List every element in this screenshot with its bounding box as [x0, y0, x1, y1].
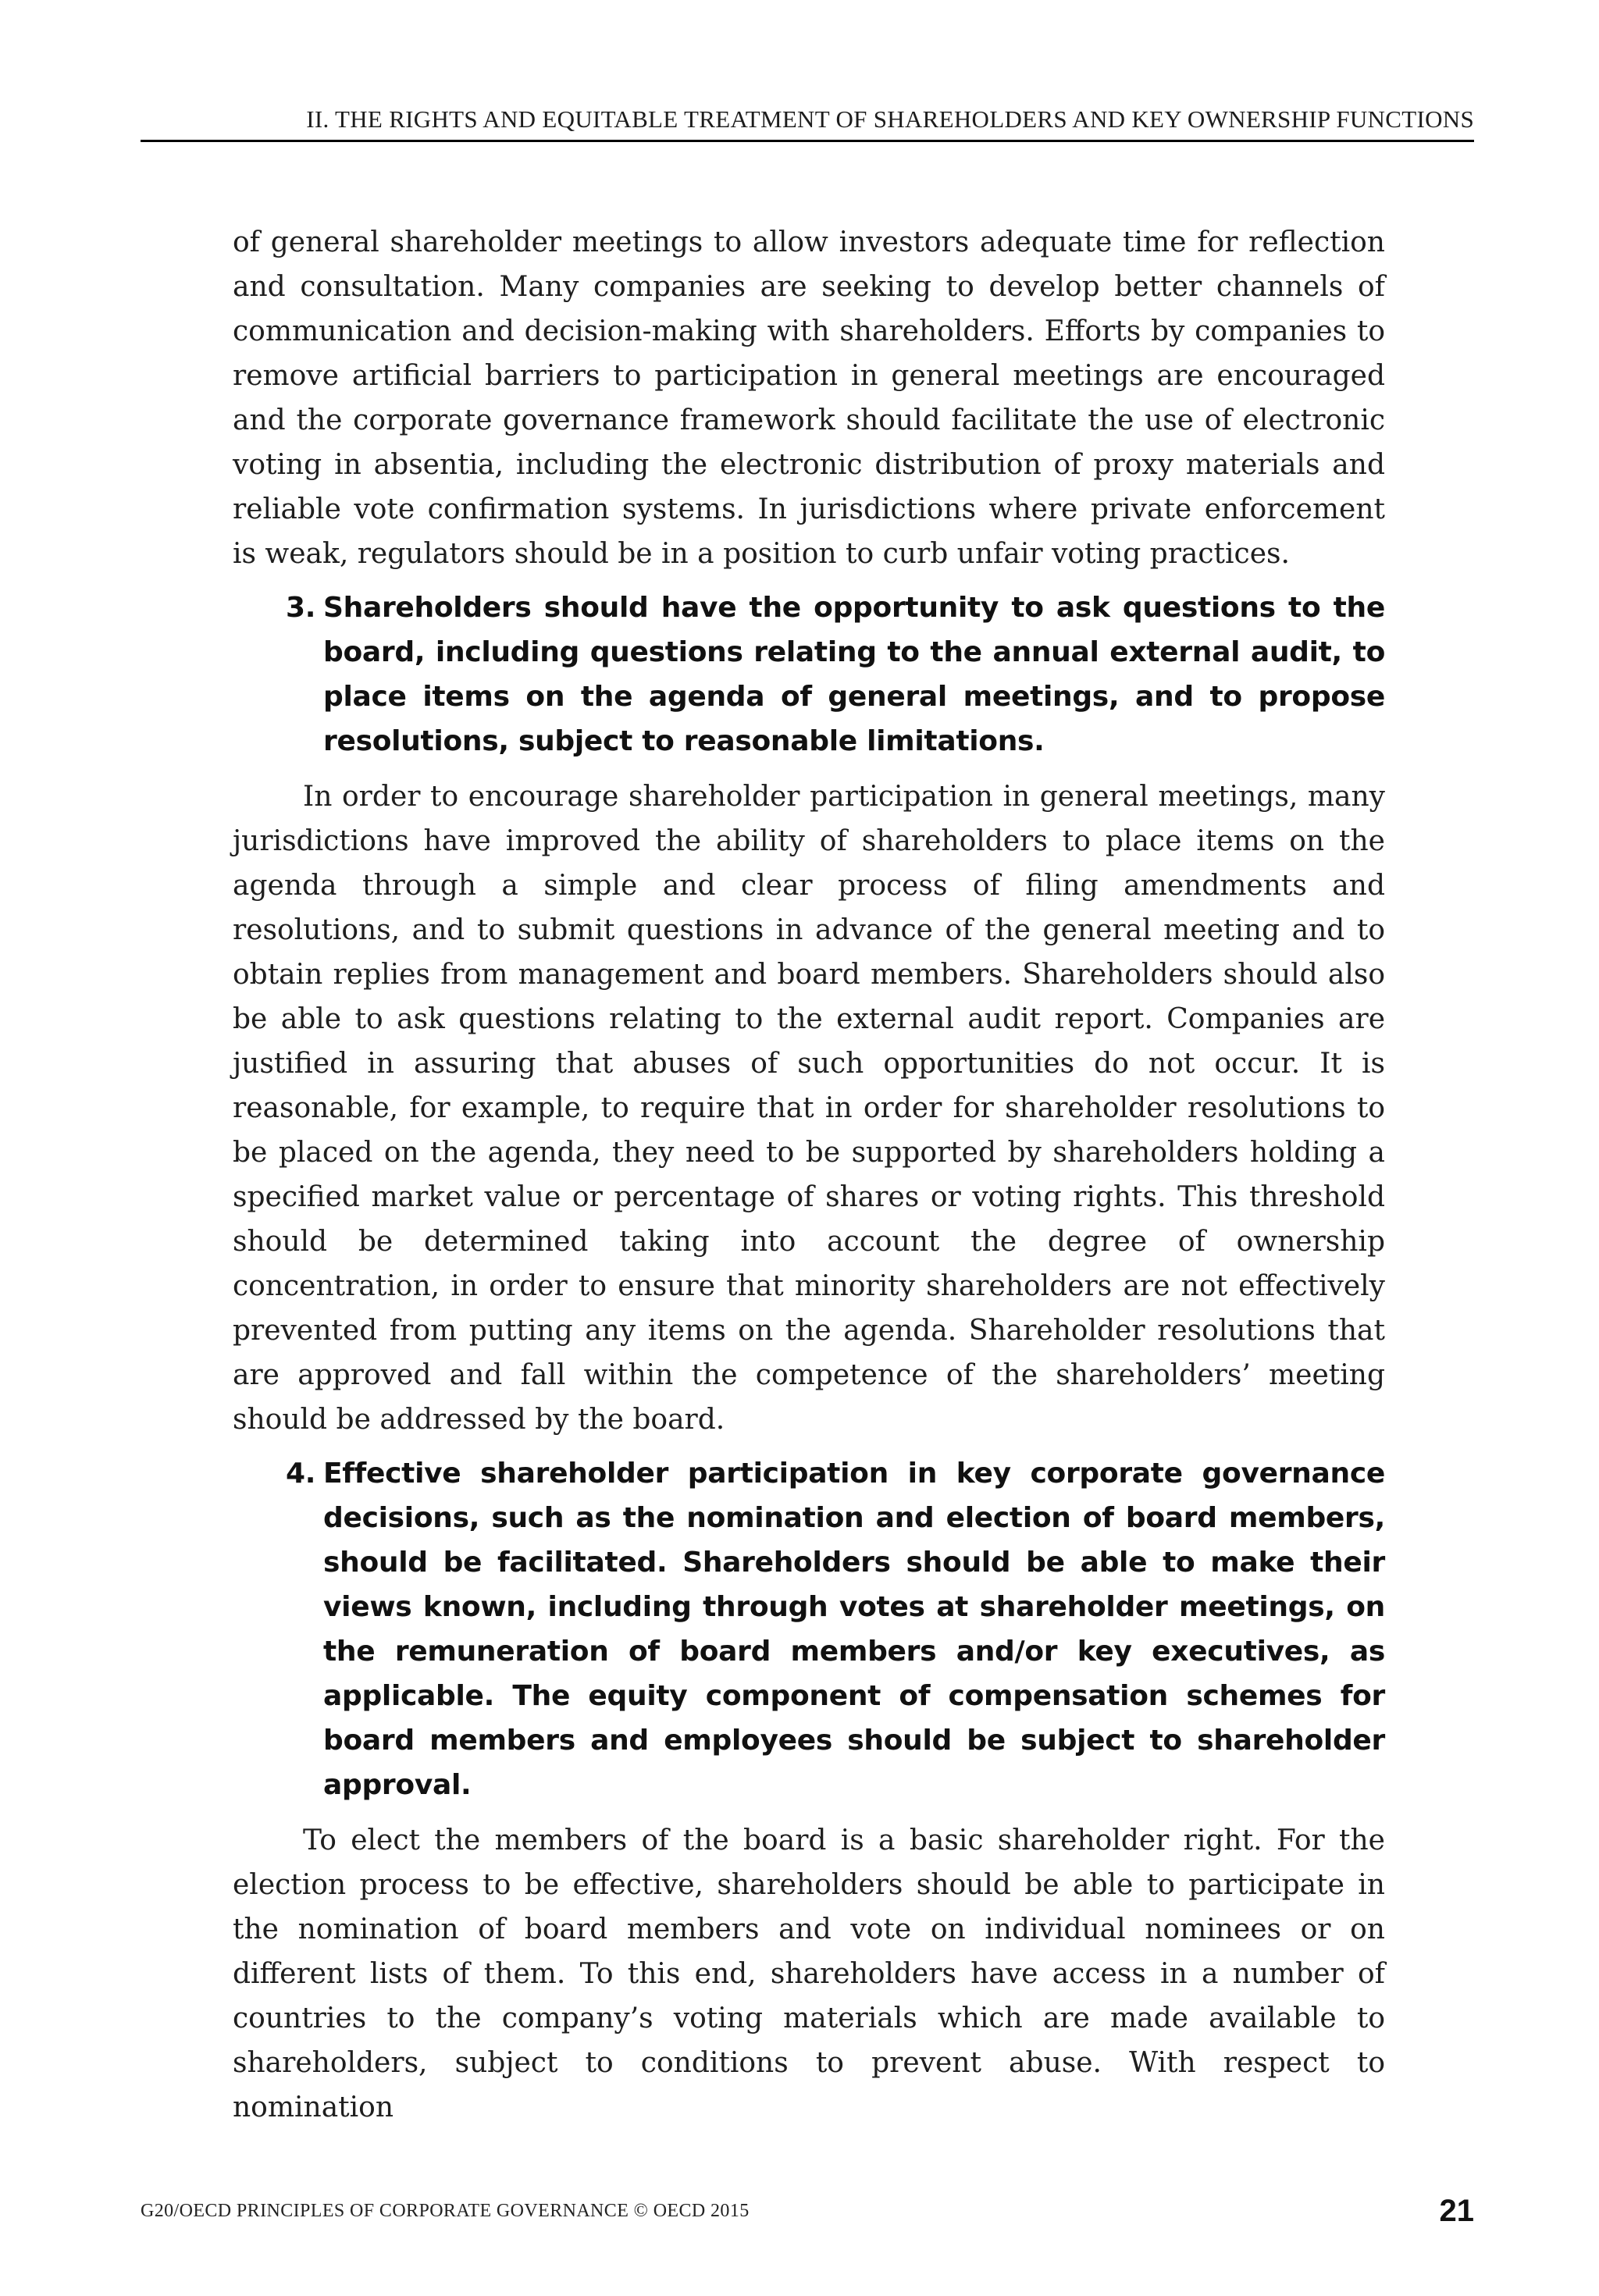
- principle-3-number: 3.: [286, 592, 316, 624]
- principle-4-number: 4.: [286, 1458, 316, 1490]
- principle-3: [233, 586, 1385, 764]
- paragraph-continued: of general shareholder meetings to allow investors adequate time for reflection and consultation. Many companies are seeking to develop better channels of communication and decision-making with shareholders. Efforts by companies to remove artificial barriers to participation in general meetings are encouraged and the corporate governance framework should facilitate the use of electronic voting in absentia, including the electronic distribution of proxy materials and reliable vote confirmation systems. In jurisdictions where private enforcement is weak, regulators should be in a position to curb unfair voting practices.: [233, 226, 1385, 570]
- principle-3-text: Shareholders should have the opportunity to ask questions to the board, including questions relating to the annual external audit, to place items on the agenda of general meetings, and to propose resolutions, subject to reasonable limitations.: [323, 592, 1385, 757]
- principle-4: [233, 1451, 1385, 1807]
- running-header: [141, 106, 1474, 142]
- paragraph-principle-4-commentary: To elect the members of the board is a basic shareholder right. For the election process to be effective, shareholders should be able to participate in the nomination of board members and vote on individual nominees or on different lists of them. To this end, shareholders have access in a number of countries to the company’s voting materials which are made available to shareholders, subject to conditions to prevent abuse. With respect to nomination: [233, 1824, 1385, 2123]
- page-body: [233, 220, 1385, 2130]
- running-header-title: II. THE RIGHTS AND EQUITABLE TREATMENT OF SHAREHOLDERS AND KEY OWNERSHIP FUNCTIONS: [306, 105, 1474, 133]
- paragraph-principle-3-commentary: In order to encourage shareholder participation in general meetings, many jurisdictions have improved the ability of shareholders to place items on the agenda through a simple and clear process of filing amendments and resolutions, and to submit questions in advance of the general meeting and to obtain replies from management and board members. Shareholders should also be able to ask questions relating to the external audit report. Companies are justified in assuring that abuses of such opportunities do not occur. It is reasonable, for example, to require that in order for shareholder resolutions to be placed on the agenda, they need to be supported by shareholders holding a specified market value or percentage of shares or voting rights. This threshold should be determined taking into account the degree of ownership concentration, in order to ensure that minority shareholders are not effectively prevented from putting any items on the agenda. Shareholder resolutions that are approved and fall within the competence of the shareholders’ meeting should be addressed by the board.: [233, 781, 1385, 1436]
- page-number: 21: [1439, 2194, 1474, 2228]
- footer-publication: G20/OECD PRINCIPLES OF CORPORATE GOVERNANCE © OECD 2015: [141, 2201, 750, 2221]
- principle-4-text: Effective shareholder participation in key corporate governance decisions, such as the nomination and election of board members, should be facilitated. Shareholders should be able to make their views known, including through votes at shareholder meetings, on the remuneration of board members and/or key executives, as applicable. The equity component of compensation schemes for board members and employees should be subject to shareholder approval.: [323, 1458, 1385, 1801]
